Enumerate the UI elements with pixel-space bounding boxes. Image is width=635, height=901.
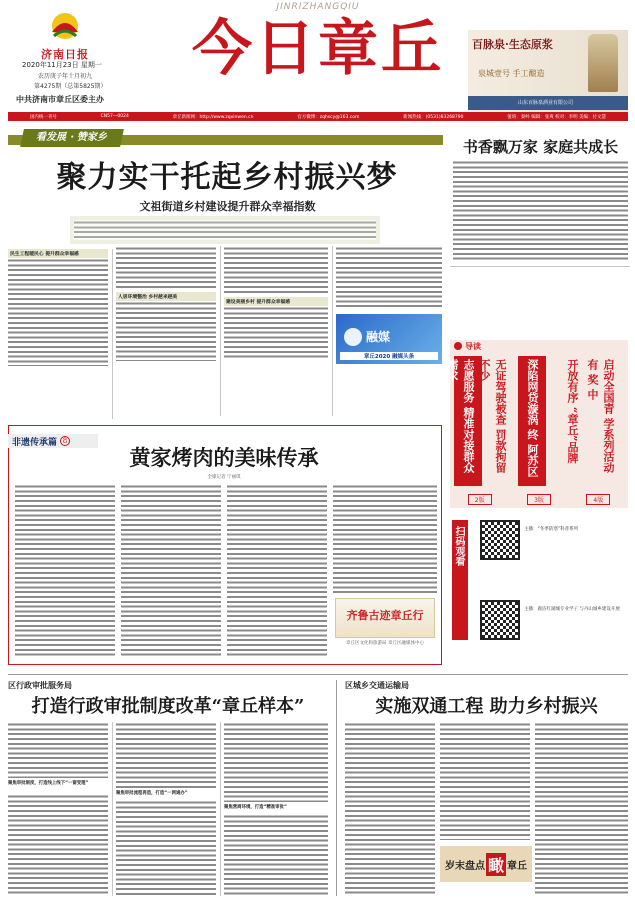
divider	[8, 674, 628, 675]
right-headline[interactable]: 书香飘万家 家庭共成长	[462, 138, 619, 156]
bl-sub3: 聚焦营商环境，打造“精准审批”	[224, 805, 287, 810]
page-link[interactable]: 3版	[527, 494, 551, 505]
ad-text: 岁末盘点	[444, 860, 485, 872]
feature-body-col3	[227, 484, 327, 656]
info-item: CN57—0024	[100, 114, 129, 119]
bl-col1b	[8, 794, 108, 896]
qr-caption: 主播：“冬季防寒”科普系列	[524, 527, 579, 532]
bl-sub2: 聚焦审批流程再造，打造“一网通办”	[116, 791, 188, 796]
video-label: 章丘2020 融媒头条	[340, 352, 438, 360]
divider	[332, 246, 333, 416]
summary-text-lines	[74, 220, 376, 240]
video-thumbnail[interactable]	[336, 314, 442, 364]
issue-number: 第4275期（总第5825期）	[34, 83, 107, 90]
guide-label: 导读	[465, 341, 481, 351]
feature-body-col2	[121, 484, 221, 656]
right-body	[453, 160, 628, 262]
ad-brand: 百脉泉·生态原浆	[472, 38, 553, 51]
newspaper-logo	[30, 10, 100, 61]
lead-kicker: 看发展 · 赞家乡	[20, 129, 124, 147]
qr-code-icon[interactable]	[480, 520, 520, 560]
lead-body-col2b	[116, 301, 216, 361]
pinyin-title: JINRIZHANGQIU	[276, 2, 360, 12]
bottom-ad[interactable]	[440, 846, 532, 882]
divider	[112, 722, 113, 896]
guide-icon	[454, 342, 462, 350]
guide-header	[450, 340, 628, 352]
br-col3	[535, 722, 628, 896]
lunar-date: 农历庚子年十月初九	[38, 73, 93, 80]
feature-byline: 全媒记者 宁丽琪	[207, 475, 241, 480]
lead-summary	[70, 216, 380, 244]
masthead	[0, 0, 635, 120]
lead-body-col3	[224, 246, 328, 294]
ad-slogan: 泉城壹号 手工酿造	[478, 69, 545, 78]
guide-panel	[446, 340, 628, 508]
bl-col3	[224, 722, 328, 802]
bl-col3b	[224, 814, 328, 896]
lead-sub2: 人居环境整治 乡村越来越美	[116, 292, 216, 301]
ad-company-bar	[468, 96, 628, 110]
lead-subheadline: 文祖街道乡村建设提升群众幸福指数	[139, 200, 316, 213]
feature-body-col4	[333, 484, 437, 594]
info-bar	[8, 112, 628, 121]
lead-body-col4	[336, 246, 442, 310]
feature-number: 8	[60, 436, 70, 446]
bl-col2	[116, 722, 216, 788]
feature-headline[interactable]: 黄家烤肉的美味传承	[129, 445, 319, 470]
lead-body-col3b	[224, 306, 328, 358]
br-col1	[345, 722, 435, 896]
bottom-right-headline[interactable]: 实施双通工程 助力乡村振兴	[375, 696, 598, 717]
ad-company: 山东百脉泉酒业有限公司	[518, 100, 574, 106]
bl-sub1: 聚焦审批制度，打造线上线下“一窗受理”	[8, 781, 89, 786]
lead-sub1: 民生工程暖民心 提升群众幸福感	[8, 249, 108, 258]
qr-caption: 主播：鹿洁红湖城专业学子 与丹山城乡建设开展	[524, 607, 620, 612]
qr-code-icon[interactable]	[480, 600, 520, 640]
bl-col1	[8, 722, 108, 778]
lead-body-col1	[8, 258, 108, 366]
ad-big: 瞰	[486, 853, 506, 876]
divider	[450, 266, 630, 267]
info-item[interactable]: 章丘新闻网：http://www.zqxinwen.cn	[172, 114, 254, 120]
masthead-ad[interactable]	[468, 30, 628, 112]
info-item[interactable]: 官方微博：zqhscy@163.com	[297, 114, 360, 120]
guide-item[interactable]: 志愿服务 精准对接群众需求	[454, 356, 482, 486]
page-link[interactable]: 4版	[586, 494, 610, 505]
lead-headline[interactable]: 聚力实干托起乡村振兴梦	[56, 160, 398, 195]
page-links	[450, 492, 628, 506]
editor-credits: 值班：秦岭 编辑：张爽 校对：李明 美编：付文慧	[507, 114, 607, 120]
feature-body-col1	[15, 484, 115, 656]
publisher: 中共济南市章丘区委主办	[16, 95, 104, 104]
guide-item[interactable]: 启动全国青 学系列活动 有 奖 中	[586, 359, 615, 473]
feature-series: 非遗传承篇	[12, 437, 58, 448]
info-item: 新闻热线：(0531)83268790	[403, 114, 464, 120]
qr-title: 扫码观看	[452, 520, 468, 640]
lead-body-col2	[116, 246, 216, 290]
guide-item[interactable]: 开放有序 “章丘”品牌	[566, 359, 579, 464]
page-link[interactable]: 2版	[468, 494, 492, 505]
newspaper-title: 今日章丘	[192, 14, 444, 84]
bottom-left-headline[interactable]: 打造行政审批制度改革“章丘样本”	[31, 696, 305, 717]
divider	[220, 722, 221, 896]
guide-item[interactable]: 深陷网贷漩涡 终 阿苏区	[518, 356, 546, 486]
divider	[220, 246, 221, 416]
logo-emblem-icon	[30, 10, 100, 42]
video-title: 融媒	[366, 330, 391, 344]
guide-item[interactable]: 无证驾驶被查 罚款拘留不少	[478, 359, 507, 473]
br-col2	[440, 722, 530, 840]
divider	[336, 680, 337, 896]
divider	[112, 249, 113, 419]
banner-text: 齐鲁古迹章丘行	[346, 609, 424, 622]
bottle-icon	[588, 34, 618, 92]
feature-box	[8, 425, 442, 665]
bottom-left-kicker: 区行政审批服务局	[8, 681, 72, 690]
bottom-right-kicker: 区城乡交通运输局	[345, 681, 409, 690]
info-item: 国内统一刊号	[29, 114, 57, 120]
feature-caption: 章丘区文化和旅游局 章丘区融媒体中心	[346, 641, 424, 646]
play-icon[interactable]	[344, 328, 362, 346]
ad-end: 章丘	[507, 860, 527, 872]
feature-banner	[335, 598, 435, 638]
lead-sub3: 建设美丽乡村 提升群众幸福感	[224, 297, 328, 306]
logo-text: 济南日报	[41, 48, 89, 61]
bl-col2b	[116, 800, 216, 896]
issue-date: 2020年11月23日 星期一	[22, 61, 102, 69]
